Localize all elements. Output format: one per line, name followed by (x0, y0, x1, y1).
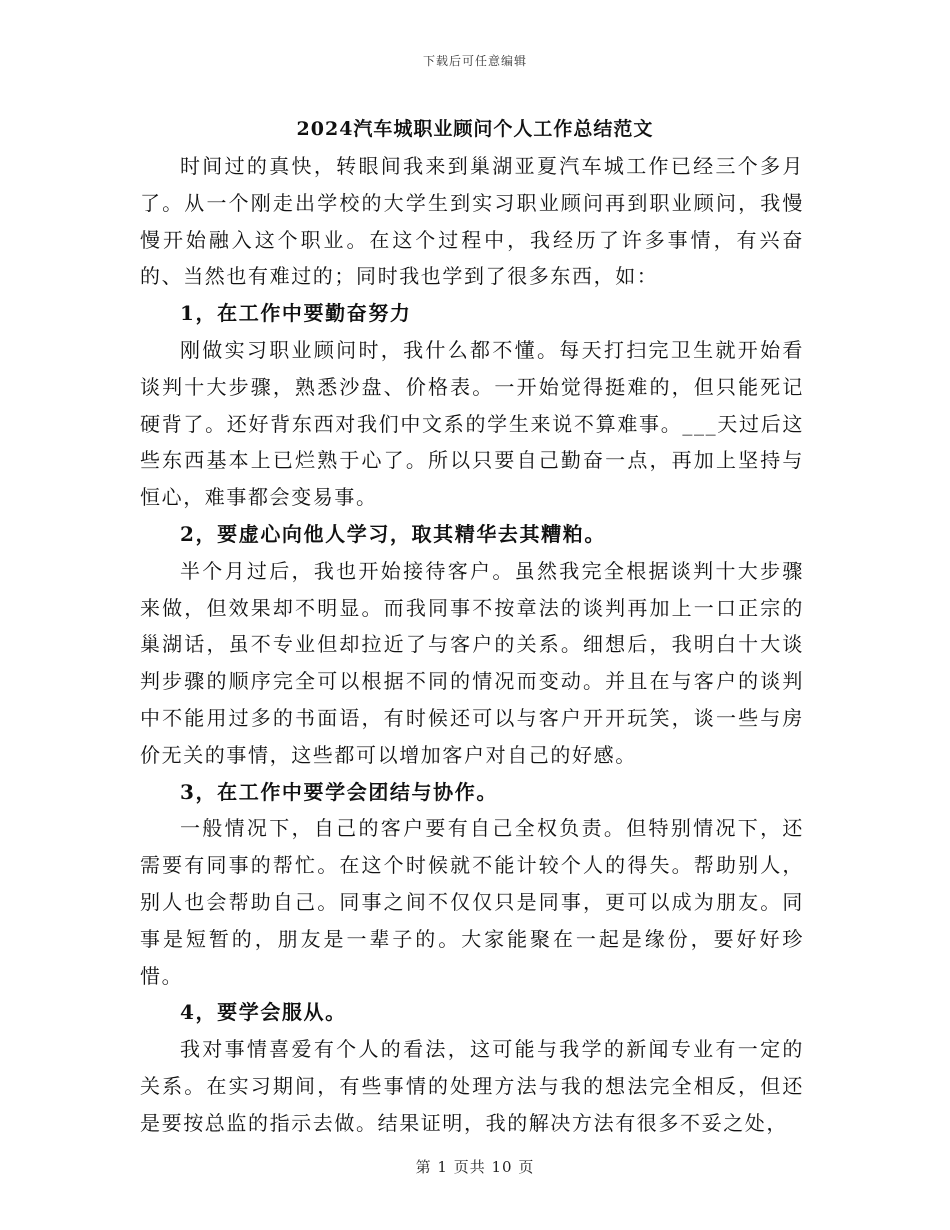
section-body-2: 半个月过后，我也开始接待客户。虽然我完全根据谈判十大步骤来做，但效果却不明显。而我同事不按章法的谈判再加上一口正宗的巢湖话，虽不专业但却拉近了与客户的关系。细想后，我明白十大谈判步骤的顺序完全可以根据不同的情况而变动。并且在与客户的谈判中不能用过多的书面语，有时候还可以与客户开开玩笑，谈一些与房价无关的事情，这些都可以增加客户对自己的好感。 (140, 558, 804, 767)
section-heading-3: 3，在工作中要学会团结与协作。 (180, 779, 498, 804)
document-body (140, 148, 804, 1142)
section-heading-1: 1，在工作中要勤奋努力 (180, 301, 412, 326)
section-body-3: 一般情况下，自己的客户要有自己全权负责。但特别情况下，还需要有同事的帮忙。在这个时候就不能计较个人的得失。帮助别人，别人也会帮助自己。同事之间不仅仅只是同事，更可以成为朋友。同事是短暂的，朋友是一辈子的。大家能聚在一起是缘份，要好好珍惜。 (140, 816, 804, 988)
intro-paragraph: 时间过的真快，转眼间我来到巢湖亚夏汽车城工作已经三个多月了。从一个刚走出学校的大学生到实习职业顾问再到职业顾问，我慢慢开始融入这个职业。在这个过程中，我经历了许多事情，有兴奋的、当然也有难过的；同时我也学到了很多东西，如： (140, 154, 804, 289)
header-note: 下载后可任意编辑 (422, 54, 527, 68)
section-heading-4: 4，要学会服从。 (180, 1000, 347, 1025)
page-footer: 第 1 页共 10 页 (415, 1158, 535, 1176)
section-body-4: 我对事情喜爱有个人的看法，这可能与我学的新闻专业有一定的关系。在实习期间，有些事情的处理方法与我的想法完全相反，但还是要按总监的指示去做。结果证明，我的解决方法有很多不妥之处， (140, 1037, 804, 1135)
document-title: 2024汽车城职业顾问个人工作总结范文 (296, 118, 654, 140)
section-heading-2: 2，要虚心向他人学习，取其精华去其糟粕。 (180, 521, 606, 546)
section-body-1: 刚做实习职业顾问时，我什么都不懂。每天打扫完卫生就开始看谈判十大步骤，熟悉沙盘、价格表。一开始觉得挺难的，但只能死记硬背了。还好背东西对我们中文系的学生来说不算难事。___天过后这些东西基本上已烂熟于心了。所以只要自己勤奋一点，再加上坚持与恒心，难事都会变易事。 (140, 337, 804, 510)
